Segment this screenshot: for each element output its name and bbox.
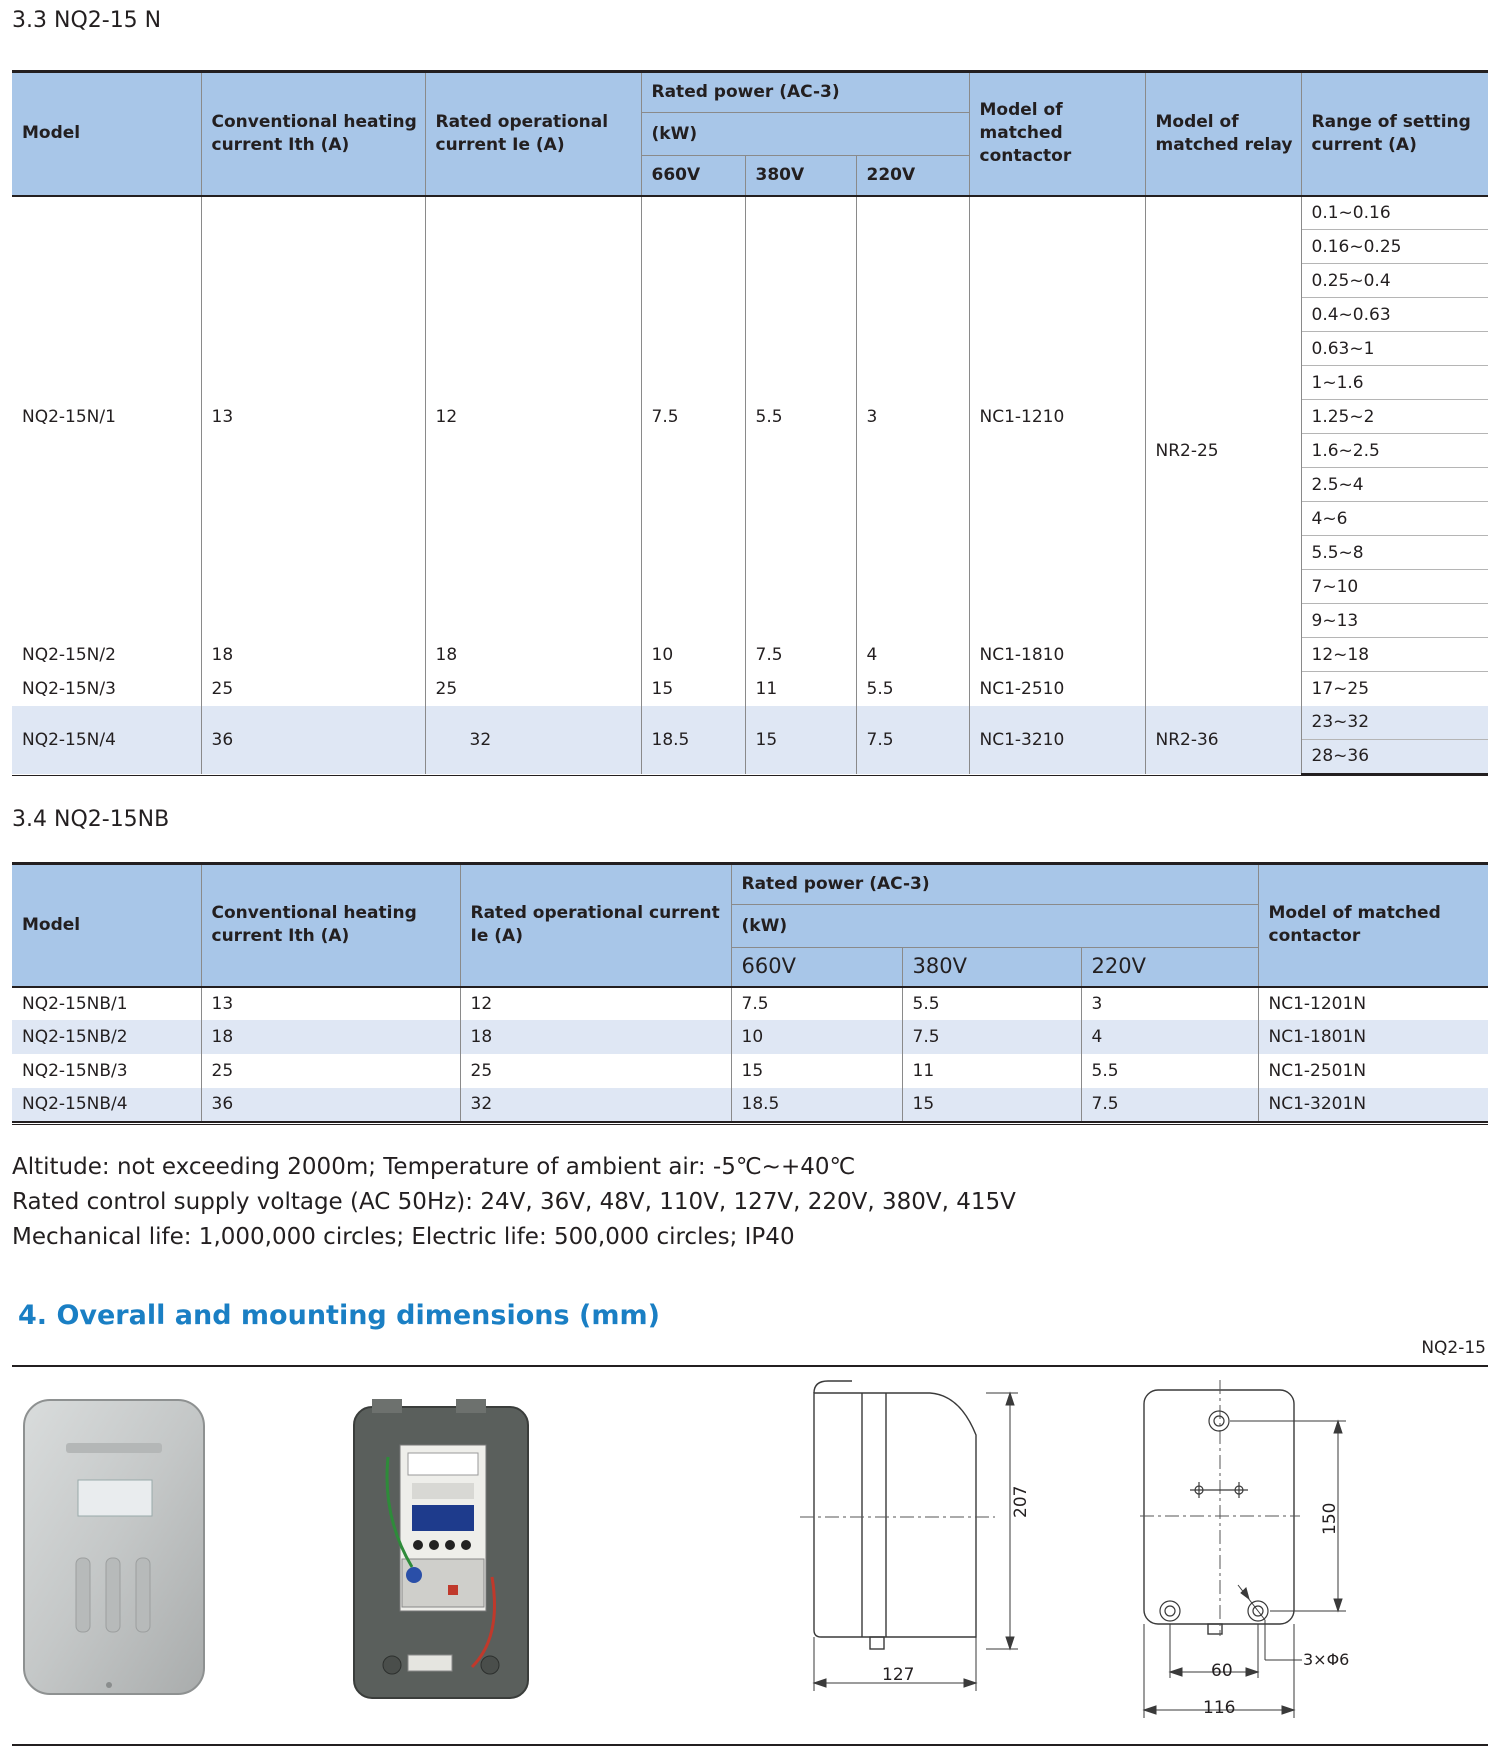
nb-row4-ie: 32 [460,1088,731,1122]
row4-model: NQ2-15N/4 [12,706,201,774]
row4-p660: 18.5 [641,706,745,774]
row2-p660: 10 [641,638,745,672]
nb-row2-p220: 4 [1081,1020,1258,1054]
nb-row3-p220: 5.5 [1081,1054,1258,1088]
back-view-drawing [1140,1380,1400,1720]
range-cell: 28~36 [1301,740,1488,774]
row3-ie: 25 [425,672,641,706]
range-cell: 0.4~0.63 [1301,298,1488,332]
range-cell: 0.16~0.25 [1301,230,1488,264]
relay-nr2-25: NR2-25 [1145,196,1301,706]
nb-row4-p380: 15 [902,1088,1081,1122]
row3-p380: 11 [745,672,856,706]
table-3-4-underline [12,1124,1488,1125]
header-kw: (kW) [641,113,969,156]
header-660v: 660V [641,156,745,196]
dim-150: 150 [1320,1502,1340,1535]
header-kw: (kW) [731,905,1258,948]
row1-p660: 7.5 [641,196,745,638]
range-cell: 0.1~0.16 [1301,196,1488,230]
note-life: Mechanical life: 1,000,000 circles; Electric life: 500,000 circles; IP40 [12,1224,795,1250]
enclosure-closed-photo [22,1398,206,1696]
header-380v: 380V [745,156,856,196]
range-cell: 1~1.6 [1301,366,1488,400]
header-relay: Model of matched relay [1145,72,1301,196]
nq2-15n-table [12,70,1488,775]
nq2-15nb-table [12,862,1488,1123]
row4-contactor: NC1-3210 [969,706,1145,774]
relay-nr2-36: NR2-36 [1145,706,1301,774]
nb-row1-p220: 3 [1081,987,1258,1020]
range-cell: 23~32 [1301,706,1488,740]
header-model: Model [12,72,201,196]
header-rated-power: Rated power (AC-3) [641,72,969,113]
range-cell: 12~18 [1301,638,1488,672]
row1-p380: 5.5 [745,196,856,638]
row3-p660: 15 [641,672,745,706]
nb-row4-ith: 36 [201,1088,460,1122]
row3-p220: 5.5 [856,672,969,706]
row4-ith: 36 [201,706,425,774]
nb-row3-contactor: NC1-2501N [1268,1060,1367,1081]
header-contactor: Model of matched contactor [969,72,1145,196]
header-220v: 220V [856,156,969,196]
table-3-3-underline [12,775,1488,776]
row1-ie: 12 [425,196,641,638]
dim-60: 60 [1211,1661,1233,1681]
row2-model: NQ2-15N/2 [12,638,201,672]
dim-holes: 3×Φ6 [1303,1650,1350,1669]
row3-contactor: NC1-2510 [969,672,1145,706]
range-cell: 4~6 [1301,502,1488,536]
range-cell: 7~10 [1301,570,1488,604]
row2-ie: 18 [425,638,641,672]
nb-row2-ith: 18 [201,1020,460,1054]
nb-row3-ie: 25 [460,1054,731,1088]
nb-row3-ith: 25 [201,1054,460,1088]
section-4-heading: 4. Overall and mounting dimensions (mm) [18,1300,660,1331]
nb-row2-p660: 10 [731,1020,902,1054]
row2-ith: 18 [201,638,425,672]
nb-row2-model: NQ2-15NB/2 [12,1020,201,1054]
range-cell: 0.63~1 [1301,332,1488,366]
nb-row3-p380: 11 [902,1054,1081,1088]
section-4-bottom-rule [12,1744,1488,1746]
side-view-drawing [800,1375,1040,1710]
range-cell: 1.6~2.5 [1301,434,1488,468]
nb-row3-model: NQ2-15NB/3 [12,1054,201,1088]
row4-ie: 32 [425,706,641,774]
row2-contactor: NC1-1810 [969,638,1145,672]
nb-row1-p380: 5.5 [902,987,1081,1020]
row4-p220: 7.5 [856,706,969,774]
row2-p380: 7.5 [745,638,856,672]
range-cell: 2.5~4 [1301,468,1488,502]
technical-notes [12,1150,1016,1255]
header-ith: Conventional heating current Ith (A) [201,864,460,987]
note-altitude: Altitude: not exceeding 2000m; Temperature of ambient air: -5℃~+40℃ [12,1154,856,1180]
nb-row1-model: NQ2-15NB/1 [12,987,201,1020]
range-cell: 9~13 [1301,604,1488,638]
dim-207: 207 [1011,1485,1031,1518]
header-rated-power: Rated power (AC-3) [731,864,1258,905]
nb-row2-contactor: NC1-1801N [1268,1026,1367,1047]
header-220v: 220V [1081,948,1258,987]
enclosure-open-photo [352,1397,530,1700]
range-cell: 0.25~0.4 [1301,264,1488,298]
nb-row3-p660: 15 [731,1054,902,1088]
row3-ith: 25 [201,672,425,706]
row2-p220: 4 [856,638,969,672]
nb-row4-contactor: NC1-3201N [1258,1088,1488,1122]
dim-116: 116 [1203,1698,1236,1718]
section-title-3-3: 3.3 NQ2-15 N [12,8,162,33]
nb-row1-p660: 7.5 [731,987,902,1020]
figure-label: NQ2-15 [1421,1338,1486,1358]
dim-127: 127 [882,1665,915,1685]
header-range: Range of setting current (A) [1301,72,1488,196]
range-cell: 17~25 [1311,678,1370,699]
row1-model: NQ2-15N/1 [12,196,201,638]
header-380v: 380V [902,948,1081,987]
row3-model: NQ2-15N/3 [12,672,201,706]
nb-row1-ith: 13 [201,987,460,1020]
header-ie: Rated operational current Ie (A) [460,864,731,987]
row1-p220: 3 [856,196,969,638]
row4-p380: 15 [745,706,856,774]
row1-ith: 13 [201,196,425,638]
nb-row2-p380: 7.5 [902,1020,1081,1054]
nb-row1-ie: 12 [460,987,731,1020]
nb-row1-contactor: NC1-1201N [1268,993,1367,1014]
section-title-3-4: 3.4 NQ2-15NB [12,807,170,832]
header-ie: Rated operational current Ie (A) [425,72,641,196]
nb-row4-p220: 7.5 [1081,1088,1258,1122]
range-cell: 5.5~8 [1301,536,1488,570]
section-4-top-rule [12,1365,1488,1367]
header-ith: Conventional heating current Ith (A) [201,72,425,196]
note-voltage: Rated control supply voltage (AC 50Hz): 24V, 36V, 48V, 110V, 127V, 220V, 380V, 415V [12,1189,1016,1215]
header-contactor: Model of matched contactor [1258,864,1488,987]
nb-row4-model: NQ2-15NB/4 [12,1088,201,1122]
header-660v: 660V [731,948,902,987]
row1-contactor: NC1-1210 [969,196,1145,638]
range-cell: 1.25~2 [1301,400,1488,434]
nb-row4-p660: 18.5 [731,1088,902,1122]
header-model: Model [12,864,201,987]
nb-row2-ie: 18 [460,1020,731,1054]
